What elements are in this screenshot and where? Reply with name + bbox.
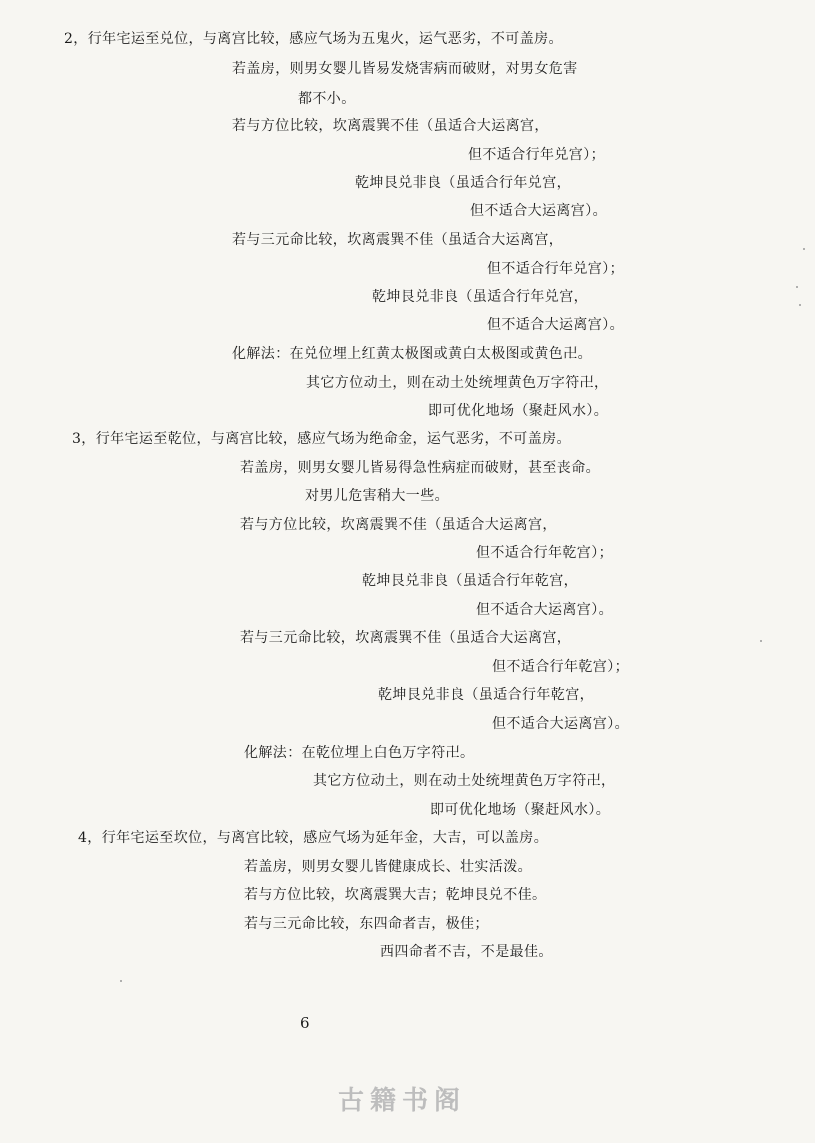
watermark-logo: 古籍书阁 — [338, 1086, 467, 1116]
scan-speck — [803, 248, 805, 250]
text-line: 若与方位比较，坎离震巽大吉；乾坤艮兑不佳。 — [244, 887, 547, 903]
text-line: 但不适合行年乾宫）； — [476, 545, 613, 561]
text-line: 但不适合大运离宫）。 — [470, 203, 607, 219]
text-line: 若盖房，则男女婴儿皆易得急性病症而破财，甚至丧命。 — [240, 460, 600, 476]
text-line: 若盖房，则男女婴儿皆易发烧害病而破财，对男女危害 — [232, 61, 578, 77]
text-line: 即可优化地场（聚赶风水）。 — [428, 403, 609, 419]
text-line: 但不适合行年兑宫）； — [468, 147, 605, 163]
scan-speck — [760, 640, 762, 642]
text-line: 若盖房，则男女婴儿皆健康成长、壮实活泼。 — [244, 859, 532, 875]
section-4-heading: 4，行年宅运至坎位，与离宫比较，感应气场为延年金，大吉，可以盖房。 — [78, 830, 549, 846]
section-3-heading: 3，行年宅运至乾位，与离宫比较，感应气场为绝命金，运气恶劣，不可盖房。 — [72, 431, 571, 447]
text-line: 但不适合大运离宫）。 — [476, 602, 613, 618]
text-line: 若与三元命比较，东四命者吉，极佳； — [244, 916, 489, 932]
text-line: 若与三元命比较，坎离震巽不佳（虽适合大运离宫， — [232, 232, 564, 248]
text-line: 但不适合大运离宫）。 — [492, 716, 629, 732]
text-line: 但不适合大运离宫）。 — [487, 317, 624, 333]
text-line: 乾坤艮兑非良（虽适合行年乾宫， — [378, 687, 594, 703]
text-line: 但不适合行年兑宫）； — [487, 261, 624, 277]
scan-speck — [120, 980, 122, 982]
scan-speck — [796, 286, 798, 288]
text-line: 若与三元命比较，坎离震巽不佳（虽适合大运离宫， — [240, 630, 572, 646]
text-line: 若与方位比较，坎离震巽不佳（虽适合大运离宫， — [240, 517, 557, 533]
text-line: 都不小。 — [298, 91, 356, 107]
page-number: 6 — [300, 1014, 310, 1032]
text-line: 但不适合行年乾宫）； — [492, 659, 629, 675]
text-line: 乾坤艮兑非良（虽适合行年兑宫， — [372, 289, 588, 305]
text-line: 对男儿危害稍大一些。 — [305, 488, 449, 504]
text-line: 其它方位动土，则在动土处统埋黄色万字符卍， — [306, 375, 609, 391]
text-line: 其它方位动土，则在动土处统埋黄色万字符卍， — [313, 773, 616, 789]
remedy-line: 化解法：在乾位埋上白色万字符卍。 — [244, 745, 475, 761]
text-line: 乾坤艮兑非良（虽适合行年兑宫， — [355, 175, 571, 191]
text-line: 乾坤艮兑非良（虽适合行年乾宫， — [362, 573, 578, 589]
section-2-heading: 2，行年宅运至兑位，与离宫比较，感应气场为五鬼火，运气恶劣，不可盖房。 — [64, 31, 563, 47]
text-line: 西四命者不吉，不是最佳。 — [380, 944, 553, 960]
text-line: 若与方位比较，坎离震巽不佳（虽适合大运离宫， — [232, 118, 549, 134]
remedy-line: 化解法：在兑位埋上红黄太极图或黄白太极图或黄色卍。 — [232, 346, 592, 362]
scan-speck — [799, 304, 801, 306]
text-line: 即可优化地场（聚赶风水）。 — [430, 802, 611, 818]
